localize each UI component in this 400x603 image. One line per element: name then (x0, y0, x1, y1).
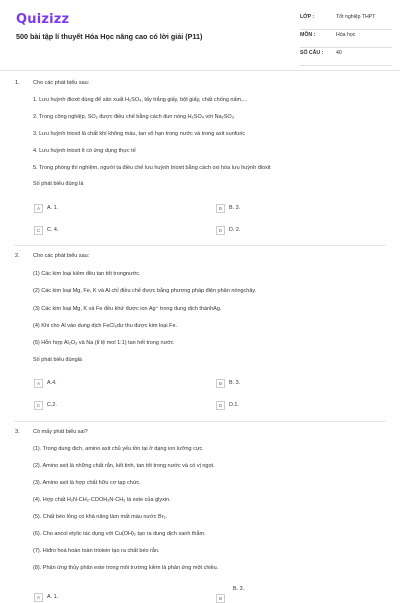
meta-row-class (300, 12, 392, 30)
option-letter-box: A (34, 593, 43, 602)
option-letter-box: A (34, 379, 43, 388)
option-letter-box: B (216, 379, 225, 388)
question-prompt: Cho các phát biểu sau: (33, 253, 90, 259)
quizizz-logo: Quizizz (16, 12, 70, 27)
worksheet-title: 500 bài tập lí thuyết Hóa Học nâng cao có lời giải (P11) (16, 32, 203, 41)
option-letter-box: B (216, 204, 225, 213)
meta-row-count (300, 48, 392, 66)
header-divider (0, 70, 400, 71)
option-text: B. 3. (229, 380, 241, 386)
question-line: 4. Lưu huỳnh trioxit ít có ứng dụng thực tế (33, 148, 136, 154)
option-text: D. 2. (229, 227, 241, 233)
meta-label: MÔN : (300, 32, 316, 38)
worksheet-header (0, 0, 400, 70)
meta-value: Hóa học (336, 32, 356, 38)
question-prompt: Cho các phát biểu sau: (33, 80, 90, 86)
option-text: A.4. (47, 380, 57, 386)
option-text: D.1. (229, 402, 239, 408)
question-line: (1). Trong dung dịch, amino axit chủ yếu tồn tại ở dạng ion lưỡng cực. (33, 446, 204, 452)
question-number: 2. (15, 253, 20, 259)
divider (300, 65, 392, 66)
question-line: (6). Cho ancol etylic tác dụng với Cu(OH)₂ tạo ra dung dịch xanh thẫm. (33, 531, 206, 537)
option-letter-box: D (216, 226, 225, 235)
question-prompt: Có mấy phát biểu sai? (33, 429, 88, 435)
question-line: (2) Các kim loại Mg, Fe, K và Al chỉ điều chế được bằng phương pháp điện phân nóngchảy. (33, 288, 257, 294)
option-text: B. 3. (229, 205, 241, 211)
question-line: 1. Lưu huỳnh đioxit dùng để sản xuất H₂SO₄, tẩy trắng giấy, bột giấy, chất chống nấm,... (33, 97, 248, 103)
meta-value: Tốt nghiệp THPT (336, 14, 376, 20)
question-number: 1. (15, 80, 20, 86)
question-line: (8). Phản ứng thủy phân este trong môi trường kiềm là phản ứng một chiều. (33, 565, 219, 571)
question-line: 2. Trong công nghiệp, SO₂ được điều chế bằng cách đun nóng H₂SO₄ với Na₂SO₃ (33, 114, 234, 120)
question-line: Số phát biểu đúng là (33, 181, 84, 187)
meta-label: SỐ CÂU : (300, 50, 324, 56)
question-line: Số phát biểu đúnglà (33, 357, 82, 363)
question-line: (5). Chất béo lỏng có khả năng làm mất màu nước Br₂. (33, 514, 168, 520)
question-line: (3) Các kim loại Mg, K và Fe đều khử được ion Ag⁺ trong dung dịch thànhAg. (33, 306, 222, 312)
option-letter-box: C (34, 226, 43, 235)
question-line: (2). Amino axit là những chất rắn, kết tinh, tan tốt trong nước và có vị ngọt. (33, 463, 215, 469)
question-divider (14, 245, 386, 246)
question-line: (4). Hợp chất H₂N-CH₂-COOH₃N-CH₃ là este của glyxin. (33, 497, 171, 503)
question-divider (14, 421, 386, 422)
option-text: C. 4. (47, 227, 59, 233)
meta-table (300, 12, 392, 66)
question-line: 5. Trong phòng thí nghiệm, người ta điều chế lưu huỳnh trioxit bằng cách oxi hóa lưu huỳnh đioxit (33, 165, 271, 171)
question-line: (3). Amino axit là hợp chất hữu cơ tạp chức. (33, 480, 141, 486)
option-text: C.2. (47, 402, 57, 408)
option-letter-box: A (34, 204, 43, 213)
option-letter-box: B (216, 594, 225, 603)
meta-label: LỚP : (300, 14, 315, 20)
option-letter-box: D (216, 401, 225, 410)
question-line: (7). Hiđro hoá hoàn toàn triolein tạo ra chất béo rắn. (33, 548, 160, 554)
meta-row-subject (300, 30, 392, 48)
question-line: 3. Lưu huỳnh trioxit là chất khí không màu, tan vô hạn trong nước và trong axit sunfuric (33, 131, 246, 137)
option-text: A. 1. (47, 594, 59, 600)
question-line: (1) Các kim loại kiềm đều tan tốt trongnước. (33, 271, 141, 277)
question-number: 3. (15, 429, 20, 435)
option-text: B. 3. (233, 586, 245, 592)
question-line: (5) Hỗn hợp Al₂O₃ và Na (tỉ lệ mol 1:1) tan hết trong nước (33, 340, 174, 346)
meta-value: 40 (336, 50, 342, 56)
question-line: (4) Khi cho Al vào dung dịch FeCl₃dư thu được kim loại Fe. (33, 323, 178, 329)
option-text: A. 1. (47, 205, 59, 211)
option-letter-box: C (34, 401, 43, 410)
